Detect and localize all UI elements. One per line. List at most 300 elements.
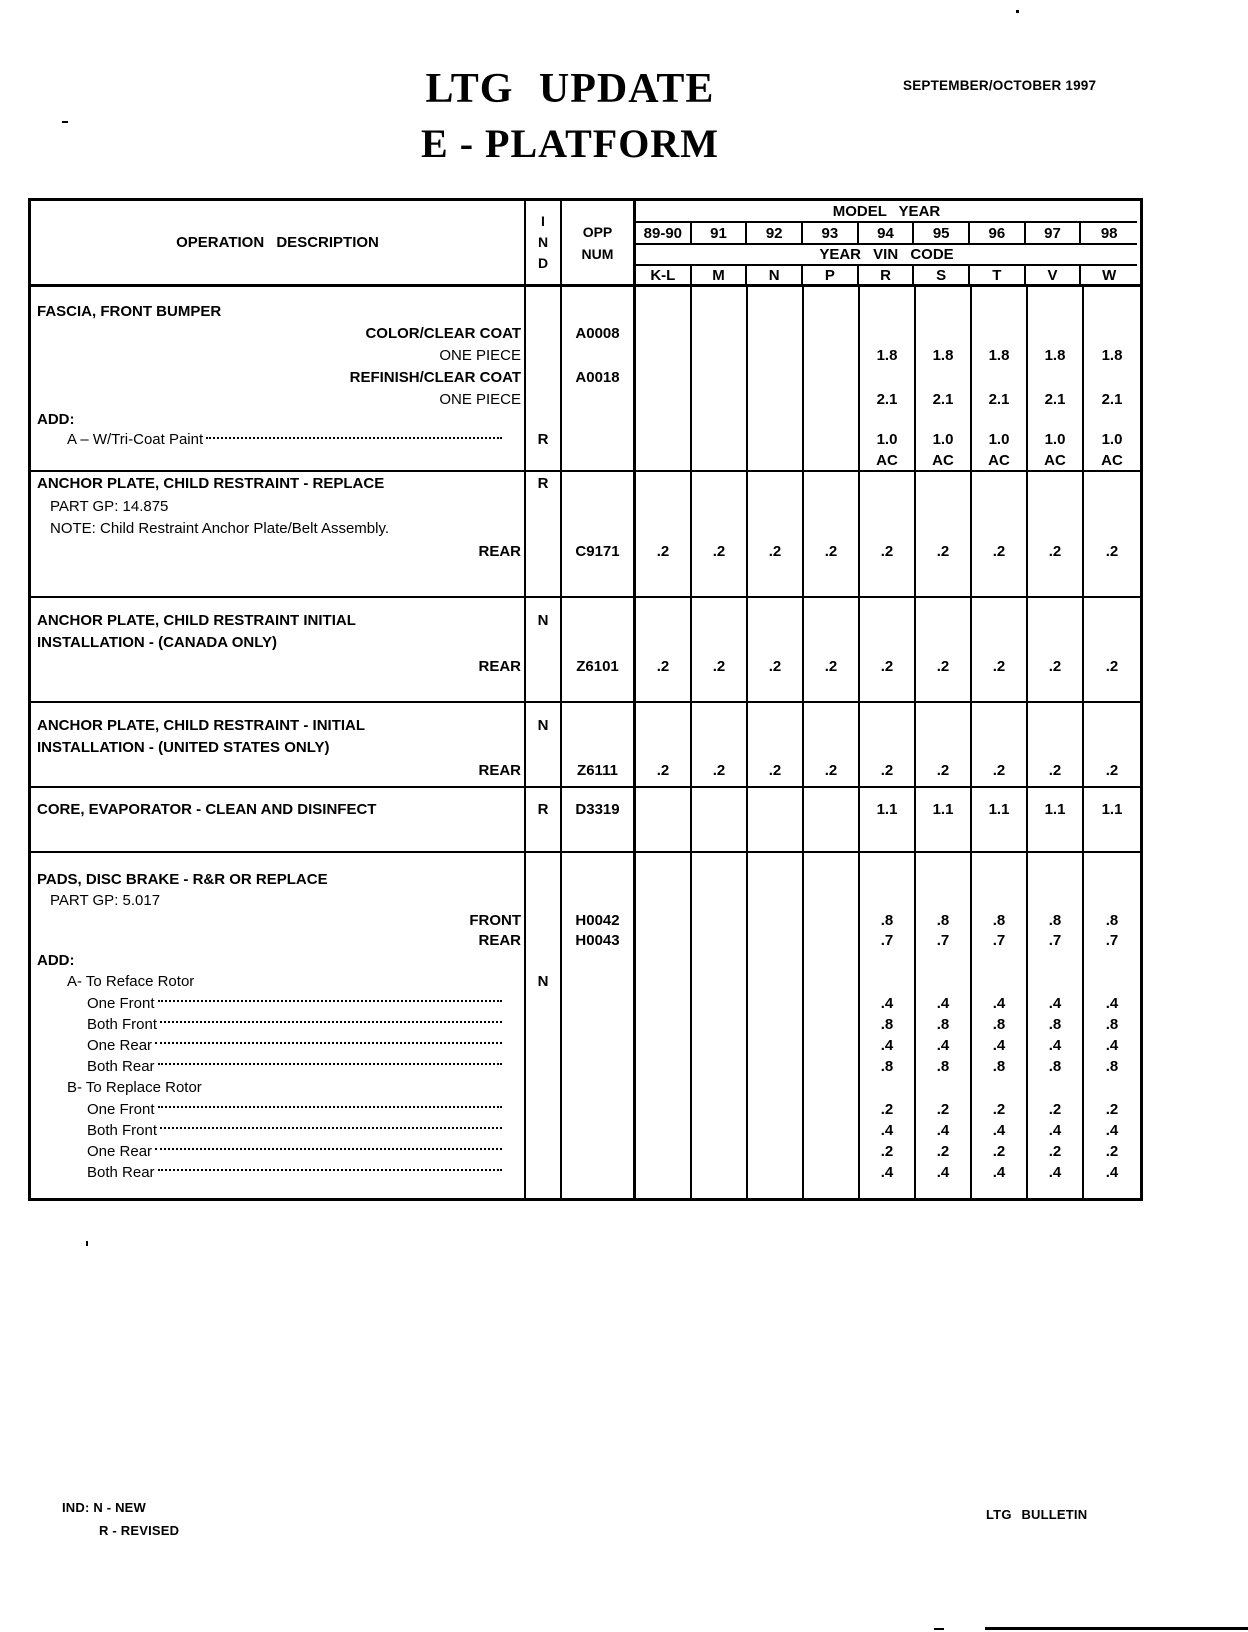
table-row <box>31 1056 1140 1077</box>
operation-cell <box>31 345 526 367</box>
value-cell <box>636 680 692 701</box>
opp-num-cell <box>562 287 636 301</box>
value-cell <box>860 1077 916 1099</box>
opp-num-cell <box>562 1183 636 1198</box>
model-year-cell: 95 <box>914 223 970 243</box>
ind-cell <box>526 1014 562 1035</box>
value-cell <box>804 496 860 518</box>
value-cell <box>748 472 804 496</box>
value-cell: .8 <box>972 911 1028 931</box>
value-cell <box>692 798 748 822</box>
value-cell: .7 <box>1028 931 1084 951</box>
value-cell <box>748 783 804 786</box>
value-cell <box>692 1056 748 1077</box>
ind-cell <box>526 759 562 783</box>
operation-cell <box>31 737 526 759</box>
ind-cell <box>526 703 562 715</box>
value-cell <box>1084 822 1140 851</box>
value-cell <box>804 472 860 496</box>
value-cell <box>1028 301 1084 323</box>
value-cell: 1.0 <box>860 429 916 451</box>
value-cell <box>636 783 692 786</box>
value-cell <box>692 783 748 786</box>
value-cell: .4 <box>972 1120 1028 1141</box>
value-cell <box>972 301 1028 323</box>
value-cell: .2 <box>1105 762 1119 780</box>
value-cell <box>916 680 972 701</box>
document-title <box>390 68 750 164</box>
operation-cell <box>31 411 526 429</box>
section-core-evaporator-clean-and-disinfect <box>31 786 1140 851</box>
vin-code-cell: W <box>1102 266 1117 284</box>
opp-num-cell <box>562 737 636 759</box>
opp-num-cell <box>562 788 636 798</box>
table-row <box>31 389 1140 411</box>
dot-leader <box>158 1169 502 1171</box>
operation-cell <box>31 798 526 822</box>
value-cell <box>748 737 804 759</box>
value-cell <box>1084 783 1140 786</box>
value-cell <box>748 389 804 411</box>
model-year-label: MODEL YEAR <box>636 201 1137 223</box>
vin-code-cell: K-L <box>636 266 692 284</box>
value-cell <box>748 429 804 451</box>
operation-cell <box>31 301 526 323</box>
value-cell <box>692 345 748 367</box>
value-cell: .2 <box>860 1099 916 1120</box>
ind-cell <box>526 598 562 610</box>
value-cell: .4 <box>1028 1035 1084 1056</box>
value-cell <box>916 598 972 610</box>
operation-text: B- To Replace Rotor <box>67 1079 202 1097</box>
opp-num-cell <box>562 822 636 851</box>
operation-cell <box>31 759 526 783</box>
value-cell <box>1028 496 1084 518</box>
value-cell <box>804 287 860 301</box>
opp-num-cell: A0008 <box>562 323 636 345</box>
ind-cell <box>526 891 562 911</box>
value-cell: AC <box>916 451 972 470</box>
value-cell <box>1028 869 1084 891</box>
value-cell <box>636 715 692 737</box>
value-cell <box>1084 518 1140 540</box>
operation-cell <box>31 822 526 851</box>
value-cell <box>748 680 804 701</box>
issue-date: SEPTEMBER/OCTOBER 1997 <box>903 78 1097 93</box>
table-row <box>31 703 1140 715</box>
value-cell: .4 <box>972 1035 1028 1056</box>
value-cell <box>748 788 804 798</box>
operation-text: Both Rear <box>87 1057 155 1075</box>
value-cell: .2 <box>1028 1099 1084 1120</box>
num-label: NUM <box>581 245 614 262</box>
value-cell: .2 <box>692 540 748 564</box>
value-cell <box>636 429 692 451</box>
value-cell <box>692 891 748 911</box>
value-cell <box>636 632 692 654</box>
value-cell <box>636 788 692 798</box>
table-row <box>31 518 1140 540</box>
value-cell <box>916 715 972 737</box>
section-anchor-plate-child-restraint-replace <box>31 470 1140 596</box>
value-cell <box>804 1162 860 1183</box>
value-cell <box>804 323 860 345</box>
value-cell <box>692 788 748 798</box>
value-cell <box>636 518 692 540</box>
table-row <box>31 822 1140 851</box>
value-cell <box>804 680 860 701</box>
value-cell <box>916 822 972 851</box>
value-cell <box>804 993 860 1014</box>
table-row <box>31 788 1140 798</box>
value-cell: AC <box>860 451 916 470</box>
operation-cell <box>31 869 526 891</box>
table-row <box>31 1120 1140 1141</box>
value-cell <box>748 703 804 715</box>
opp-num-cell <box>562 951 636 971</box>
dot-leader <box>206 437 502 439</box>
value-cell <box>1084 853 1140 869</box>
value-cell <box>1084 472 1140 496</box>
dot-leader <box>155 1042 502 1044</box>
opp-num-cell <box>562 389 636 411</box>
value-cell <box>636 1014 692 1035</box>
value-cell <box>916 472 972 496</box>
vin-code-row <box>636 266 1137 284</box>
value-cell: 1.0 <box>916 429 972 451</box>
operation-text: PART GP: 5.017 <box>50 892 161 910</box>
value-cell <box>692 564 748 596</box>
value-cell <box>1084 367 1140 389</box>
operation-cell <box>31 632 526 654</box>
opp-num-cell <box>562 1120 636 1141</box>
value-cell <box>692 1183 748 1198</box>
value-cell <box>860 518 916 540</box>
value-cell <box>1084 869 1140 891</box>
value-cell <box>860 301 916 323</box>
value-cell <box>692 610 748 632</box>
value-cell: 1.0 <box>972 429 1028 451</box>
table-row <box>31 301 1140 323</box>
value-cell <box>636 911 692 931</box>
value-cell <box>692 496 748 518</box>
value-cell <box>636 1099 692 1120</box>
vin-code-cell: R <box>859 266 915 284</box>
value-cell <box>692 822 748 851</box>
value-cell <box>748 1141 804 1162</box>
value-cell <box>860 1183 916 1198</box>
value-cell: .2 <box>972 759 1028 783</box>
labor-time-table <box>28 198 1143 1201</box>
value-cell <box>804 715 860 737</box>
value-cell <box>804 301 860 323</box>
table-row <box>31 759 1140 783</box>
value-cell <box>692 1120 748 1141</box>
value-cell <box>804 951 860 971</box>
opp-num-cell <box>562 301 636 323</box>
value-cell <box>692 451 748 470</box>
dot-leader <box>158 1000 502 1002</box>
vin-code-cell: N <box>747 266 803 284</box>
value-cell <box>748 287 804 301</box>
table-row <box>31 411 1140 429</box>
vin-code-cell: S <box>914 266 970 284</box>
value-cell <box>1084 788 1140 798</box>
value-cell: .2 <box>916 759 972 783</box>
value-cell: .2 <box>692 654 748 680</box>
value-cell <box>972 680 1028 701</box>
model-year-cell: 92 <box>747 223 803 243</box>
ind-cell <box>526 564 562 596</box>
title-ltg-update: LTG UPDATE <box>425 66 715 112</box>
value-cell <box>1084 323 1140 345</box>
value-cell <box>972 822 1028 851</box>
value-cell <box>748 610 804 632</box>
value-cell <box>1028 737 1084 759</box>
value-cell <box>804 1077 860 1099</box>
value-cell <box>804 632 860 654</box>
table-row <box>31 323 1140 345</box>
value-cell <box>860 323 916 345</box>
value-cell <box>636 451 692 470</box>
value-cell <box>1084 951 1140 971</box>
value-cell <box>972 788 1028 798</box>
table-row <box>31 853 1140 869</box>
value-cell: .4 <box>916 1162 972 1183</box>
table-row <box>31 993 1140 1014</box>
operation-text: REAR <box>478 543 521 561</box>
operation-cell <box>31 1162 526 1183</box>
value-cell <box>916 783 972 786</box>
value-cell <box>972 496 1028 518</box>
table-row <box>31 540 1140 564</box>
value-cell <box>916 496 972 518</box>
vin-code-cell: V <box>1026 266 1082 284</box>
value-cell <box>1028 680 1084 701</box>
ind-cell <box>526 323 562 345</box>
value-cell: .7 <box>972 931 1028 951</box>
value-cell <box>804 345 860 367</box>
value-cell <box>860 411 916 429</box>
ind-cell <box>526 1077 562 1099</box>
model-year-cell: 93 <box>803 223 859 243</box>
value-cell: .2 <box>748 540 804 564</box>
value-cell <box>804 737 860 759</box>
value-cell: 2.1 <box>860 389 916 411</box>
value-cell <box>692 287 748 301</box>
opp-num-cell <box>562 703 636 715</box>
operation-text: COLOR/CLEAR COAT <box>365 325 521 343</box>
table-row <box>31 1014 1140 1035</box>
value-cell <box>860 598 916 610</box>
opp-num-cell <box>562 680 636 701</box>
vin-code-label: YEAR VIN CODE <box>636 245 1137 266</box>
table-row <box>31 737 1140 759</box>
dot-leader <box>158 1106 502 1108</box>
table-row <box>31 1162 1140 1183</box>
value-cell: .2 <box>916 1141 972 1162</box>
footer-ind-legend: IND: N - NEW <box>62 1500 146 1515</box>
operation-cell <box>31 1099 526 1120</box>
value-cell <box>692 632 748 654</box>
opp-num-cell <box>562 853 636 869</box>
value-cell: 1.0 <box>1101 431 1123 449</box>
value-cell <box>972 411 1028 429</box>
ind-cell <box>526 1099 562 1120</box>
dot-leader <box>158 1063 502 1065</box>
operation-text: ANCHOR PLATE, CHILD RESTRAINT - REPLACE <box>37 475 385 493</box>
ind-cell <box>526 287 562 301</box>
value-cell <box>1084 891 1140 911</box>
value-cell <box>860 822 916 851</box>
value-cell <box>692 703 748 715</box>
scan-edge-mark <box>934 1628 944 1630</box>
value-cell <box>860 367 916 389</box>
value-cell <box>860 564 916 596</box>
value-cell <box>860 680 916 701</box>
value-cell <box>972 853 1028 869</box>
operation-cell <box>31 654 526 680</box>
ind-cell <box>526 993 562 1014</box>
operation-cell <box>31 891 526 911</box>
value-cell: 1.8 <box>1028 345 1084 367</box>
ind-cell <box>526 951 562 971</box>
opp-num-cell <box>562 429 636 451</box>
opp-num-cell <box>562 715 636 737</box>
value-cell <box>1084 564 1140 596</box>
value-cell <box>804 1099 860 1120</box>
value-cell <box>692 737 748 759</box>
value-cell <box>972 1077 1028 1099</box>
value-cell <box>804 564 860 596</box>
value-cell: AC <box>1101 451 1123 469</box>
value-cell: 1.1 <box>1028 798 1084 822</box>
scan-speck <box>86 1241 88 1246</box>
operation-cell <box>31 715 526 737</box>
value-cell: .2 <box>916 1099 972 1120</box>
opp-num-cell <box>562 1141 636 1162</box>
table-row <box>31 951 1140 971</box>
ind-cell <box>526 496 562 518</box>
ind-cell: N <box>526 610 562 632</box>
value-cell: .8 <box>972 1014 1028 1035</box>
value-cell: .2 <box>636 540 692 564</box>
opp-num-cell <box>562 1056 636 1077</box>
ind-cell: R <box>526 429 562 451</box>
value-cell <box>636 971 692 993</box>
dot-leader <box>155 1148 502 1150</box>
value-cell <box>692 993 748 1014</box>
value-cell <box>636 323 692 345</box>
table-row <box>31 869 1140 891</box>
opp-num-cell: H0042 <box>562 911 636 931</box>
section-anchor-plate-child-restraint-initial-installation-us <box>31 701 1140 786</box>
opp-num-cell <box>562 345 636 367</box>
opp-num-cell <box>562 564 636 596</box>
ind-cell <box>526 869 562 891</box>
value-cell <box>692 1162 748 1183</box>
opp-num-cell <box>562 1162 636 1183</box>
value-cell <box>692 911 748 931</box>
ind-letter: N <box>537 234 549 250</box>
value-cell <box>692 931 748 951</box>
value-cell <box>916 301 972 323</box>
ind-cell <box>526 680 562 701</box>
value-cell <box>748 1162 804 1183</box>
operation-cell <box>31 429 526 451</box>
value-cell <box>804 367 860 389</box>
value-cell: .4 <box>860 1162 916 1183</box>
table-header <box>31 201 1140 287</box>
value-cell <box>748 496 804 518</box>
value-cell: .8 <box>1105 912 1119 930</box>
dot-leader <box>160 1021 502 1023</box>
value-cell: .2 <box>1028 1141 1084 1162</box>
ind-cell <box>526 301 562 323</box>
value-cell <box>636 610 692 632</box>
operation-text: ANCHOR PLATE, CHILD RESTRAINT INITIAL <box>37 612 356 630</box>
value-cell <box>804 518 860 540</box>
value-cell <box>804 891 860 911</box>
opp-num-cell <box>562 891 636 911</box>
value-cell <box>1028 518 1084 540</box>
value-cell: .2 <box>636 654 692 680</box>
value-cell <box>804 1183 860 1198</box>
value-cell <box>1084 610 1140 632</box>
operation-text: Both Rear <box>87 1163 155 1181</box>
opp-num-cell: A0018 <box>562 367 636 389</box>
value-cell <box>860 783 916 786</box>
operation-text: ADD: <box>37 411 75 429</box>
operation-text: Both Front <box>87 1015 158 1033</box>
dot-leader <box>160 1127 502 1129</box>
value-cell: AC <box>1028 451 1084 470</box>
operation-description-header: OPERATION DESCRIPTION <box>31 201 526 284</box>
ind-cell: R <box>526 798 562 822</box>
operation-text: REAR <box>478 762 521 780</box>
value-cell <box>748 891 804 911</box>
value-cell <box>636 287 692 301</box>
value-cell <box>916 869 972 891</box>
value-cell <box>636 931 692 951</box>
value-cell <box>636 951 692 971</box>
value-cell <box>804 853 860 869</box>
value-cell <box>860 632 916 654</box>
value-cell <box>860 788 916 798</box>
operation-cell <box>31 788 526 798</box>
value-cell <box>748 853 804 869</box>
value-cell <box>972 737 1028 759</box>
vin-code-cell: T <box>970 266 1026 284</box>
table-row <box>31 496 1140 518</box>
ind-cell <box>526 367 562 389</box>
scan-speck <box>62 121 68 123</box>
operation-text: PADS, DISC BRAKE - R&R OR REPLACE <box>37 871 328 889</box>
table-row <box>31 429 1140 451</box>
value-cell: .2 <box>860 1141 916 1162</box>
value-cell <box>636 1183 692 1198</box>
value-cell <box>972 1183 1028 1198</box>
value-cell: .2 <box>636 759 692 783</box>
value-cell <box>860 891 916 911</box>
value-cell <box>748 1035 804 1056</box>
value-cell <box>748 598 804 610</box>
opp-num-cell <box>562 610 636 632</box>
value-cell <box>916 367 972 389</box>
value-cell: .4 <box>1028 1162 1084 1183</box>
value-cell: .8 <box>860 911 916 931</box>
value-cell <box>748 451 804 470</box>
